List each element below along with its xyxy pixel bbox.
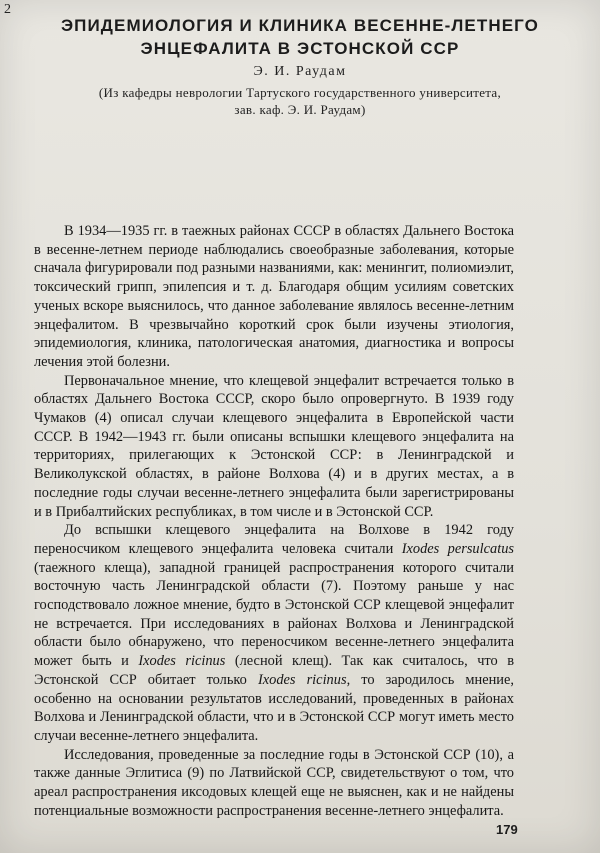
body-paragraph [34, 746, 514, 821]
corner-mark: 2 [4, 2, 11, 17]
article-title [20, 14, 580, 60]
text-run: (таежного клеща), западной границей распространения которого считали восточную часть Ленинградской области (7). Поэтому раньше у нас господствовало ложное мнение, будто в Эстонской ССР клещевой энцефалит не встречается. При исследованиях в районах Волхова и Ленинградской области было обнаружено, что переносчиком весенне-летнего энцефалита может быть и [34, 559, 514, 670]
affiliation [20, 84, 580, 118]
body-paragraph [34, 222, 514, 372]
title-line-2: ЭНЦЕФАЛИТА В ЭСТОНСКОЙ ССР [140, 39, 460, 58]
page-number: 179 [496, 822, 518, 837]
text-run: Исследования, проведенные за последние годы в Эстонской ССР (10), а также данные Эглитиса (9) по Латвийской ССР, свидетельствуют о том, что ареал распространения иксодовых клещей еще не выяснен, как и не найдены потенциальные возможности распространения весенне-летнего энцефалита. [34, 746, 514, 819]
body-paragraph [34, 372, 514, 522]
text-run: (лесной клещ). Так как считалось, что в Эстонской ССР обитает только [34, 653, 514, 688]
species-name: Ixodes persulcatus [401, 540, 514, 557]
text-run: Первоначальное мнение, что клещевой энцефалит встречается только в областях Дальнего Востока СССР, скоро было опровергнуто. В 1939 году Чумаков (4) описал случаи клещевого энцефалита в Европейской части СССР. В 1942—1943 гг. были описаны вспышки клещевого энцефалита на территориях, прилегающих к Эстонской ССР: в Ленинградской и Великолукской областях, в районе Волхова (4) и в других местах, а в последние годы случаи весенне-летнего энцефалита были зарегистрированы и в Прибалтийских республиках, в том числе и в Эстонской ССР. [34, 372, 514, 520]
species-name: Ixodes ricinus [257, 671, 347, 688]
text-run: В 1934—1935 гг. в таежных районах СССР в областях Дальнего Востока в весенне-летнем периоде наблюдались своеобразные заболевания, которые сначала фигурировали под разными названиями, как: менингит, полиомиэлит, токсический грипп, эпилепсия и т. д. Благодаря общим усилиям советских ученых вскоре выяснилось, что данное заболевание являлось весенне-летним энцефалитом. В чрезвычайно короткий срок были изучены этиология, эпидемиология, клиника, патологическая анатомия, диагностика и вопросы лечения этой болезни. [34, 223, 514, 370]
title-line-1: ЭПИДЕМИОЛОГИЯ И КЛИНИКА ВЕСЕННЕ-ЛЕТНЕГО [60, 16, 540, 35]
species-name: Ixodes ricinus [138, 653, 226, 670]
affiliation-line-1: (Из кафедры неврологии Тартуского государственного университета, [98, 85, 502, 100]
affiliation-line-2: зав. каф. Э. И. Раудам) [234, 102, 366, 117]
author-name: Э. И. Раудам [253, 64, 347, 79]
text-run: , то зародилось мнение, особенно на основании результатов исследований, проведенных в районах Волхова и Ленинградской области, что и в Эстонской ССР могут иметь место случаи весенне-летнего энцефалита. [34, 671, 514, 744]
body-paragraph [34, 521, 514, 745]
article-body [34, 222, 514, 821]
text-run: До вспышки клещевого энцефалита на Волхове в 1942 году переносчиком клещевого энцефалита человека считали [34, 522, 514, 557]
